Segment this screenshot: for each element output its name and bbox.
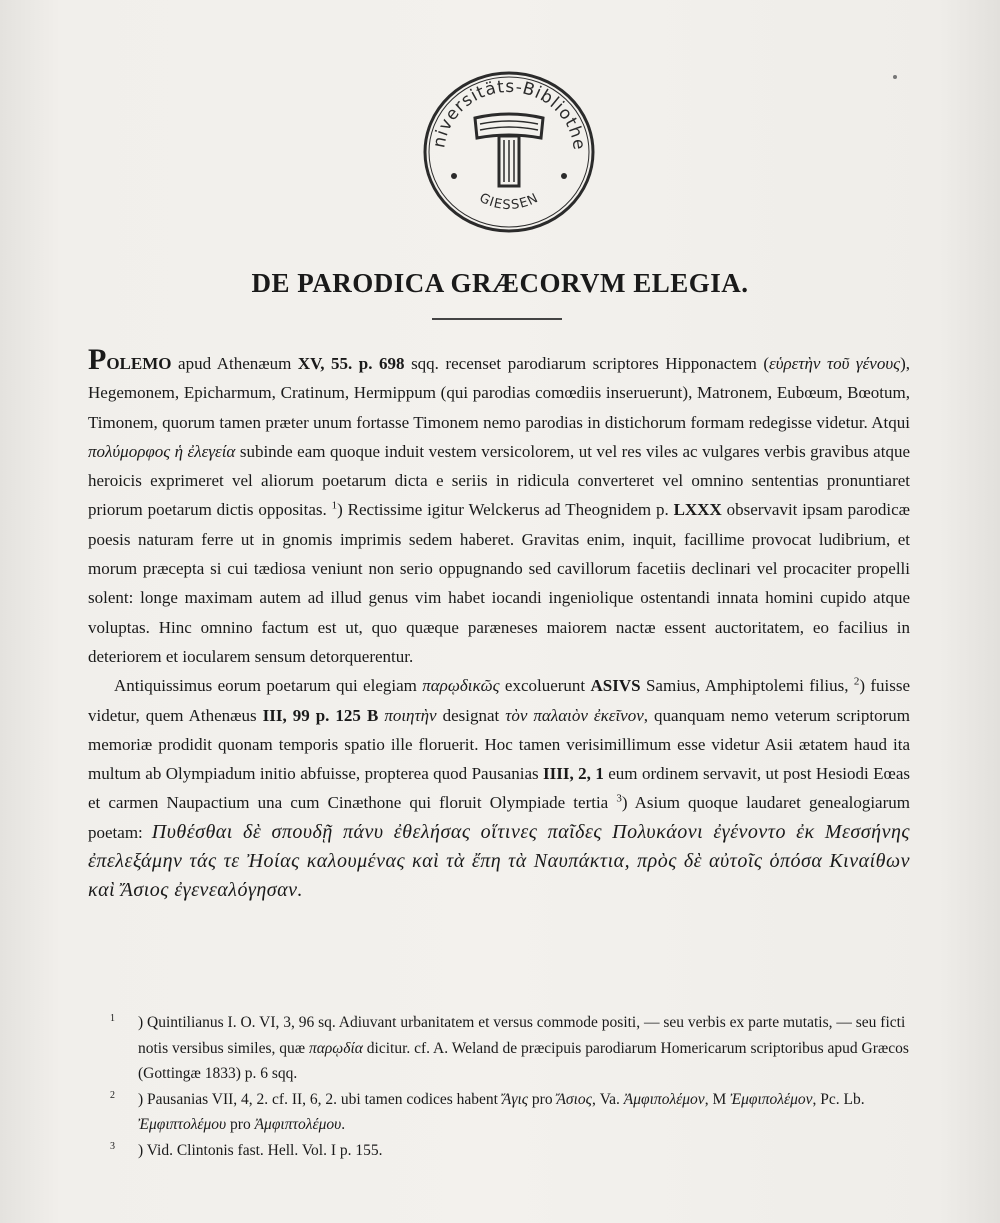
footnote-3 xyxy=(110,1138,910,1164)
greek-word: Ἄσιος xyxy=(556,1090,592,1108)
citation: III, 99 p. 125 B xyxy=(262,705,379,725)
text-run: subinde eam quoque induit vestem versicolorem, ut vel res viles ac vulgares verbis gravibus atque heroicis exprimeret vel aliorum poetarum dicta e seriis in ridicula converteret vel omnino sententias pronuntiaret priorum poetarum dictis oppositas. xyxy=(88,441,910,520)
stamp-top-text: niversitäts-Bibliothe xyxy=(429,76,590,152)
author-name: OLEMO xyxy=(106,354,172,373)
text-run: , quanquam nemo veterum scriptorum memoriæ prodidit quonam temporis spatio ille floruerit. Hoc tamen verisimillimum esse videtur Asii ætatem haud ita multum ab Olympiadum initio abfuisse, propterea quod Pausanias xyxy=(88,705,911,784)
greek-word: παρῳδία xyxy=(308,1039,363,1057)
greek-phrase: τὸν παλαιὸν ἐκεῖνον xyxy=(505,705,644,725)
greek-word: Ἀμφιπτολέμου xyxy=(254,1116,342,1133)
footnote-marker: 1 xyxy=(331,499,338,512)
text-run: sqq. recenset parodiarum scriptores Hipponactem ( xyxy=(404,354,770,373)
greek-word: Ἀμφιπολέμον xyxy=(623,1090,705,1108)
footnote-2 xyxy=(110,1087,910,1138)
footnote-1 xyxy=(110,1010,910,1087)
library-stamp xyxy=(420,68,598,236)
drop-cap: P xyxy=(88,343,107,376)
footnote-marker: 2 xyxy=(853,675,860,688)
text-run: Antiquissimus eorum poetarum qui elegiam xyxy=(114,676,423,696)
greek-word: Ἐμφιπτολέμου xyxy=(138,1116,227,1133)
text-run: ) Rectissime igitur xyxy=(337,500,469,520)
text-run: ) Asium quoque laudaret genealogiarum poetam: xyxy=(88,793,910,842)
greek-word: Ἄγις xyxy=(501,1090,529,1108)
text-run: Samius, Amphiptolemi filius, xyxy=(640,676,854,696)
text-run: ), Hegemonem, Epicharmum, Cratinum, Hermippum (qui parodias comœdiis inseruerunt), Matronem, Eubœum, Bœotum, Timonem, quorum tamen præter unum fortasse Timonem nemo parodias in distichorum formam redegisse videtur. Atqui xyxy=(88,354,910,432)
footnote-marker: 3 xyxy=(616,792,622,805)
title-rule xyxy=(432,318,562,320)
footnote-number: 3 xyxy=(110,1140,115,1152)
greek-quotation: Πυθέσθαι δὲ σπουδῇ πάνυ ἐθελήσας οἵτινες παῖδες Πολυκάονι ἐγένοντο ἐκ Μεσσήνης ἐπελεξάμην τάς τε Ἠοίας καλουμένας καὶ τὰ ἔπη τὰ Ναυπάκτια, πρὸς δὲ αὐτοῖς ὁπόσα Κιναίθων καὶ Ἄσιος ἐγενεαλόγησαν. xyxy=(88,820,910,902)
greek-phrase: παρῳδικῶς xyxy=(422,676,500,696)
footnotes xyxy=(110,1010,910,1163)
text-run: excoluerunt xyxy=(499,676,591,696)
footnote-text: , M xyxy=(704,1090,731,1108)
paragraph-2 xyxy=(88,671,910,905)
poet-name: ASIVS xyxy=(590,676,641,696)
footnote-text: ) Pausanias VII, 4, 2. cf. II, 6, 2. ubi tamen codices habent xyxy=(138,1090,502,1108)
paragraph-1 xyxy=(88,345,910,671)
footnote-text: , Va. xyxy=(591,1090,624,1108)
stamp-seal-graphic xyxy=(420,68,598,236)
svg-text:Universitäts-Bibliothek xyxy=(420,68,589,152)
footnote-text: . xyxy=(341,1116,346,1133)
stamp-bottom-text: GIESSEN xyxy=(476,190,542,214)
citation: XV, 55. p. 698 xyxy=(297,354,405,373)
greek-word: Ἐμφιπολέμον xyxy=(730,1090,813,1108)
greek-phrase: πολύμορφος ἡ ἐλεγεία xyxy=(88,441,236,461)
greek-phrase: εὑρετὴν τοῦ γένους xyxy=(769,354,901,373)
footnote-text: ) Vid. Clintonis fast. Hell. Vol. I p. 155. xyxy=(138,1141,383,1159)
text-run: designat xyxy=(436,705,506,725)
footnote-text: , Pc. Lb. xyxy=(812,1090,865,1108)
footnote-text: dicitur. cf. A. Weland de præcipuis parodiarum Homericarum scriptoribus apud Græcos (Gottingæ 1833) p. 6 sqq. xyxy=(138,1039,909,1082)
scholar-name: Welckerus xyxy=(468,500,540,520)
ink-speck xyxy=(893,75,897,79)
footnote-number: 1 xyxy=(110,1012,115,1024)
main-text xyxy=(88,345,910,906)
text-run: observavit ipsam parodicæ poesis naturam ferre ut in gnomis imprimis sedem haberet. Gravitas enim, inquit, facillime provocat ludibrium, et morum præcepta si cui tædiosa veniunt non serio oppugnando sed cavillorum facetiis declinari vel procaciter propelli solent: longe maximam autem ad illud genus vim habet iocandi ingeniolique ostentandi innata homini cupido atque voluptas. Hinc omnino factum est ut, quo quæque paræneses maiorem nactæ essent auctoritatem, eo facilius in deteriorem et iocularem sensum detorquerentur. xyxy=(88,500,910,666)
footnote-text: pro xyxy=(528,1090,557,1108)
text-run: eum ordinem servavit, ut post Hesiodi Eœas et carmen Naupactium una cum Cinæthone qui floruit Olympiade tertia xyxy=(88,764,910,813)
footnote-text: ) Quintilianus I. O. VI, 3, 96 sq. Adiuvant urbanitatem et versus commode positi, — seu verbis ex parte mutatis, — seu ficti notis versibus similes, quæ xyxy=(138,1014,906,1057)
citation: LXXX xyxy=(673,500,722,520)
text-run: ad Theognidem p. xyxy=(539,500,674,520)
svg-text:GIESSEN xyxy=(477,191,542,213)
text-run: apud Athenæum xyxy=(171,354,298,373)
footnote-text: pro xyxy=(226,1116,255,1133)
greek-phrase: ποιητὴν xyxy=(384,705,437,725)
text-run: ) fuisse videtur, quem Athenæus xyxy=(88,676,911,725)
page-title: DE PARODICA GRÆCORVM ELEGIA. xyxy=(251,268,749,298)
citation: IIII, 2, 1 xyxy=(543,764,604,784)
footnote-number: 2 xyxy=(110,1089,115,1101)
